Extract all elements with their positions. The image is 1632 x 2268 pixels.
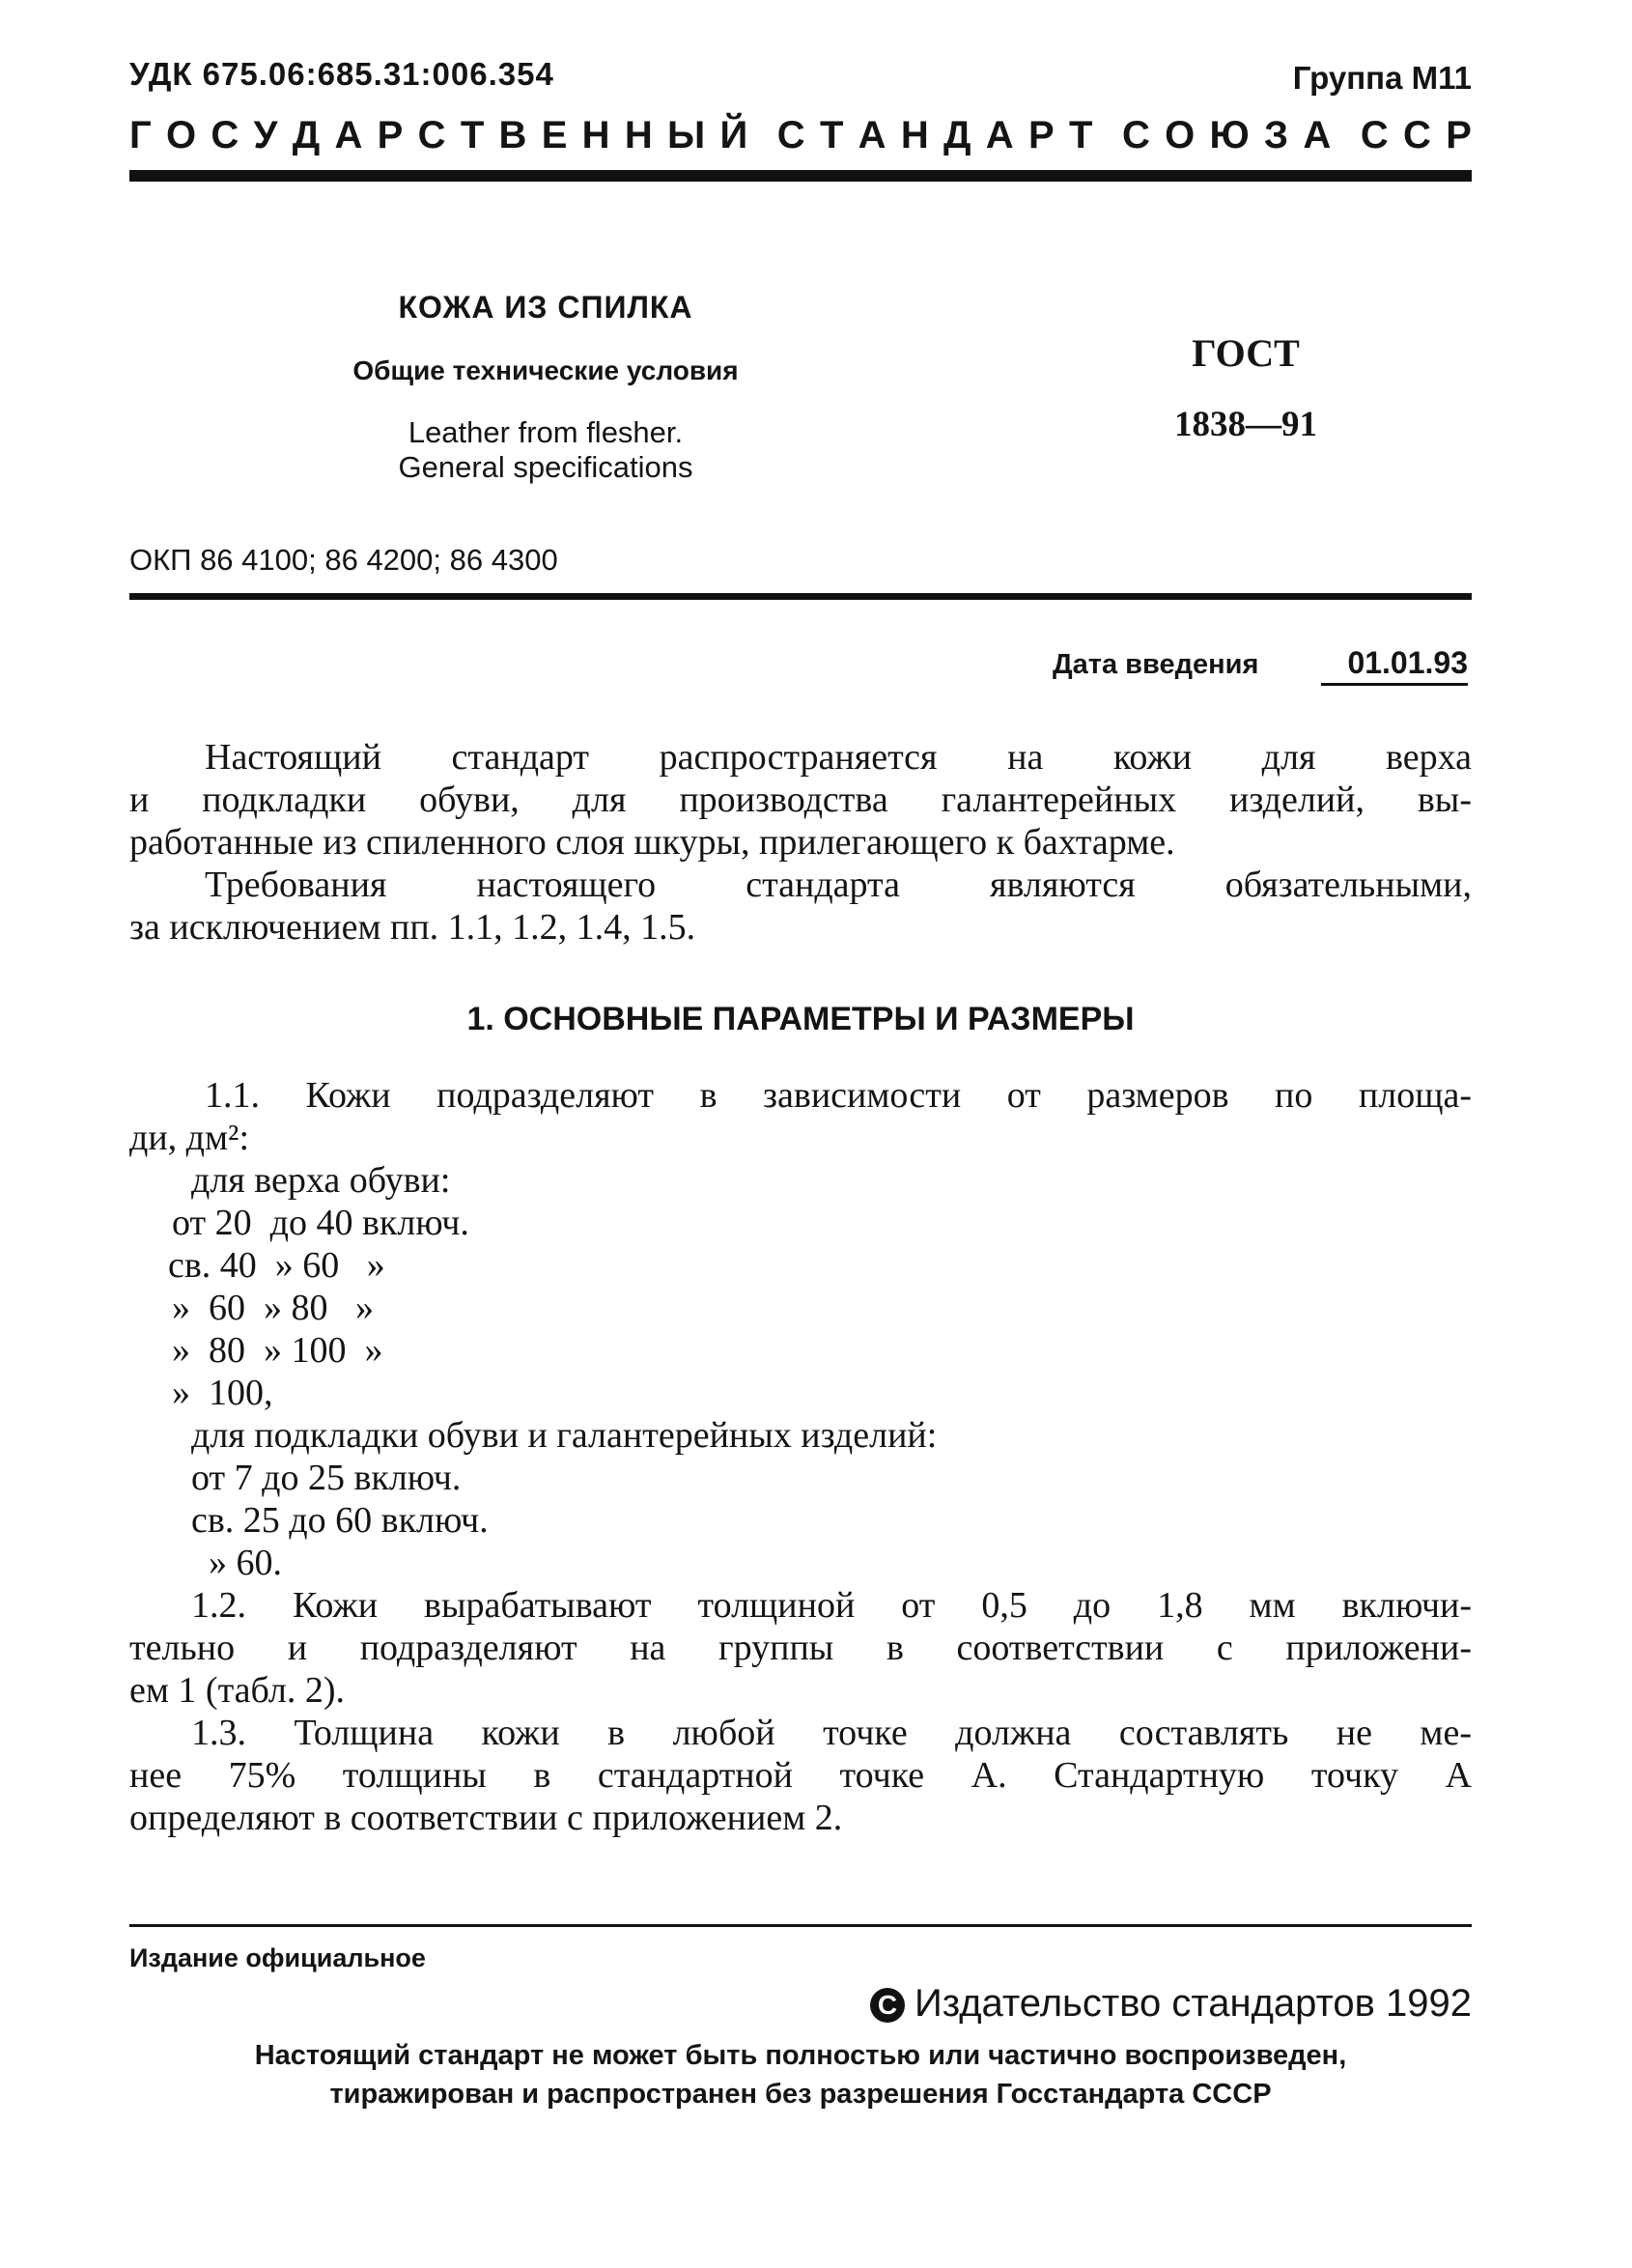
banner-letter: А: [1303, 114, 1332, 156]
banner-letter: А: [858, 114, 886, 156]
p13-line1: 1.3. Толщина кожи в любой точке должна составлять не ме-: [191, 1713, 1472, 1753]
document-subtitle: Общие технические условия: [352, 355, 739, 385]
p12-line2: тельно и подразделяют на группы в соответствии с приложени-: [129, 1628, 1472, 1668]
banner-letter: З: [1264, 114, 1289, 156]
lining-range: » 60.: [209, 1543, 282, 1583]
udc-code: УДК 675.06:685.31:006.354: [129, 56, 554, 92]
lining-heading: для подкладки обуви и галантерейных изделий:: [191, 1415, 938, 1456]
banner-letter: О: [165, 114, 197, 156]
banner-letter: С: [211, 114, 239, 156]
p12-line1: 1.2. Кожи вырабатывают толщиной от 0,5 до 1,8 мм включи-: [191, 1585, 1472, 1626]
banner-letter: Ы: [667, 114, 706, 156]
banner-letter: Й: [719, 114, 748, 156]
banner-letter: Г: [129, 114, 152, 156]
intro-p1-line1: Настоящий стандарт распространяется на кожи для верха: [205, 737, 1472, 778]
english-title-line2: General specifications: [398, 450, 693, 484]
upper-range: » 100,: [172, 1373, 273, 1413]
banner-letter: О: [1165, 114, 1196, 156]
banner-letter: Р: [377, 114, 404, 156]
banner-letter: Н: [581, 114, 610, 156]
footer-rule: [129, 1924, 1472, 1927]
section-heading: 1. ОСНОВНЫЕ ПАРАМЕТРЫ И РАЗМЕРЫ: [466, 1001, 1135, 1037]
banner-letter: С: [1360, 114, 1389, 156]
banner-letter: А: [985, 114, 1014, 156]
intro-p1-line3: работанные из спиленного слоя шкуры, прилегающего к бахтарме.: [129, 822, 1175, 863]
p11-line1: 1.1. Кожи подразделяют в зависимости от размеров по площа-: [205, 1075, 1472, 1116]
banner-letter: Т: [819, 114, 844, 156]
banner-letter: В: [498, 114, 527, 156]
document-title: КОЖА ИЗ СПИЛКА: [398, 290, 693, 325]
banner-letter: У: [253, 114, 278, 156]
publisher-name: Издательство стандартов 1992: [914, 1982, 1472, 2025]
gost-number: 1838—91: [1174, 405, 1317, 444]
official-edition: Издание официальное: [129, 1943, 426, 1972]
publisher-line: [870, 1982, 1472, 2026]
intro-p2-line2: за исключением пп. 1.1, 1.2, 1.4, 1.5.: [129, 907, 696, 948]
banner-letter: Н: [900, 114, 929, 156]
banner-letter: Т: [460, 114, 485, 156]
banner-letter: С: [1403, 114, 1431, 156]
banner-letter: Т: [1068, 114, 1093, 156]
p11-line2: ди, дм²:: [129, 1118, 250, 1158]
state-standard-banner: [129, 114, 1472, 157]
banner-letter: С: [776, 114, 805, 156]
header-rule: [129, 170, 1472, 182]
intro-date-label: Дата введения: [1053, 649, 1259, 680]
banner-letter: А: [334, 114, 363, 156]
p12-line3: ем 1 (табл. 2).: [129, 1670, 346, 1711]
upper-range: » 60 » 80 »: [172, 1288, 374, 1328]
upper-heading: для верха обуви:: [191, 1160, 451, 1201]
lining-range: св. 25 до 60 включ.: [191, 1500, 489, 1541]
upper-range: св. 40 » 60 »: [168, 1245, 385, 1286]
banner-letter: Р: [1446, 114, 1472, 156]
banner-letter: С: [417, 114, 446, 156]
upper-range: » 80 » 100 »: [172, 1330, 383, 1371]
intro-p1-line2: и подкладки обуви, для производства галантерейных изделий, вы-: [129, 780, 1472, 820]
intro-p2-line1: Требования настоящего стандарта являются обязательными,: [205, 865, 1472, 905]
lining-range: от 7 до 25 включ.: [191, 1458, 462, 1498]
banner-letter: С: [1121, 114, 1150, 156]
p13-line3: определяют в соответствии с приложением 2.: [129, 1798, 843, 1838]
p13-line2: нее 75% толщины в стандартной точке А. Стандартную точку А: [129, 1755, 1472, 1796]
reproduction-notice-line1: Настоящий стандарт не может быть полностью или частично воспроизведен,: [254, 2040, 1347, 2071]
banner-letter: Р: [1027, 114, 1055, 156]
banner-letter: Д: [943, 114, 971, 156]
intro-date-value: 01.01.93: [1321, 645, 1468, 686]
banner-letter: Н: [624, 114, 653, 156]
okp-codes: ОКП 86 4100; 86 4200; 86 4300: [129, 543, 558, 577]
gost-label: ГОСТ: [1192, 331, 1300, 375]
copyright-icon: C: [870, 1988, 905, 2023]
english-title-line1: Leather from flesher.: [408, 415, 684, 449]
reproduction-notice-line2: тиражирован и распространен без разрешения Госстандарта СССР: [329, 2079, 1272, 2110]
banner-letter: Д: [292, 114, 321, 156]
upper-range: от 20 до 40 включ.: [172, 1203, 469, 1243]
banner-letter: Е: [541, 114, 568, 156]
group-code: Группа М11: [1292, 60, 1472, 96]
title-rule: [129, 593, 1472, 600]
banner-letter: Ю: [1209, 114, 1250, 156]
